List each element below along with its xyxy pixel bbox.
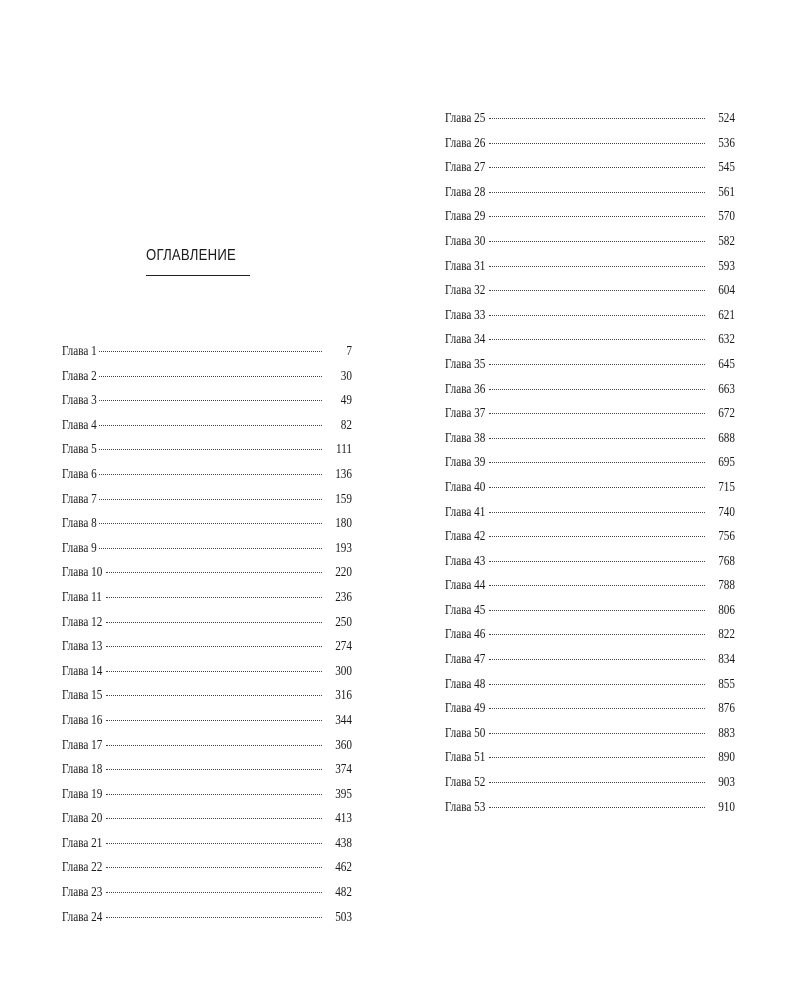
toc-entry-page-number: 855: [718, 676, 735, 692]
toc-entry[interactable]: [445, 746, 735, 771]
toc-entry-page-number: 395: [335, 786, 352, 802]
toc-entry[interactable]: [62, 832, 352, 857]
toc-entry[interactable]: [445, 156, 735, 181]
toc-entry-page-number: 695: [718, 455, 735, 471]
toc-entry-page-number: 890: [718, 750, 735, 766]
title-underline: [146, 275, 250, 276]
toc-entry-page-number: 910: [718, 799, 735, 815]
toc-entry[interactable]: [62, 611, 352, 636]
toc-dot-leader: [99, 425, 322, 426]
toc-entry-page-number: 806: [718, 602, 735, 618]
toc-dot-leader: [489, 585, 705, 586]
toc-dot-leader: [99, 449, 322, 450]
toc-entry-page-number: 788: [718, 578, 735, 594]
toc-entry-page-number: 220: [335, 565, 352, 581]
toc-entry-label: Глава 2: [62, 368, 97, 384]
toc-dot-leader: [489, 536, 705, 537]
toc-entry[interactable]: [445, 328, 735, 353]
toc-entry-label: Глава 6: [62, 466, 97, 482]
toc-entry-page-number: 524: [718, 111, 735, 126]
toc-entry-page-number: 180: [335, 516, 352, 532]
toc-entry-page-number: 159: [335, 491, 352, 507]
toc-dot-leader: [489, 684, 705, 685]
toc-dot-leader: [99, 499, 322, 500]
toc-entry[interactable]: [445, 181, 735, 206]
toc-entry-page-number: 462: [335, 860, 352, 876]
toc-entry[interactable]: [445, 525, 735, 550]
toc-entry-label: Глава 42: [445, 529, 486, 545]
toc-dot-leader: [489, 192, 705, 193]
toc-entry-label: Глава 7: [62, 491, 97, 507]
toc-dot-leader: [106, 769, 322, 770]
toc-entry-page-number: 236: [335, 589, 352, 605]
toc-entry-label: Глава 43: [445, 553, 486, 569]
toc-entry-page-number: 250: [335, 614, 352, 630]
toc-entry-page-number: 582: [718, 233, 735, 249]
toc-entry-label: Глава 13: [62, 639, 103, 655]
toc-entry-label: Глава 36: [445, 381, 486, 397]
toc-entry-page-number: 883: [718, 725, 735, 741]
toc-entry[interactable]: [62, 906, 352, 931]
toc-dot-leader: [489, 610, 705, 611]
toc-entry[interactable]: [445, 673, 735, 698]
toc-entry-label: Глава 50: [445, 725, 486, 741]
toc-entry-page-number: 903: [718, 775, 735, 791]
toc-dot-leader: [489, 364, 705, 365]
toc-entry-label: Глава 34: [445, 332, 486, 348]
toc-entry-label: Глава 21: [62, 835, 103, 851]
toc-entry[interactable]: [445, 378, 735, 403]
toc-entry[interactable]: [445, 230, 735, 255]
toc-dot-leader: [99, 351, 322, 352]
toc-entry-label: Глава 11: [62, 589, 102, 605]
toc-dot-leader: [489, 216, 705, 217]
toc-dot-leader: [99, 376, 322, 377]
toc-entry[interactable]: [62, 783, 352, 808]
toc-entry-page-number: 344: [335, 712, 352, 728]
toc-entry-page-number: 822: [718, 627, 735, 643]
toc-entry-label: Глава 20: [62, 811, 103, 827]
toc-entry[interactable]: [62, 881, 352, 906]
toc-entry[interactable]: [62, 340, 352, 365]
toc-entry[interactable]: [62, 365, 352, 390]
toc-entry[interactable]: [62, 856, 352, 881]
toc-entry[interactable]: [445, 599, 735, 624]
toc-entry-label: Глава 26: [445, 135, 486, 151]
toc-dot-leader: [106, 671, 322, 672]
toc-entry-label: Глава 38: [445, 430, 486, 446]
toc-entry[interactable]: [62, 512, 352, 537]
toc-entry-label: Глава 28: [445, 184, 486, 200]
toc-dot-leader: [489, 389, 705, 390]
toc-dot-leader: [489, 438, 705, 439]
toc-entry-label: Глава 39: [445, 455, 486, 471]
toc-entry-label: Глава 44: [445, 578, 486, 594]
toc-entry-page-number: 645: [718, 356, 735, 372]
toc-entry[interactable]: [445, 279, 735, 304]
toc-dot-leader: [489, 782, 705, 783]
toc-entry-page-number: 360: [335, 737, 352, 753]
toc-entry[interactable]: [62, 734, 352, 759]
toc-entry[interactable]: [445, 501, 735, 526]
toc-entry[interactable]: [62, 807, 352, 832]
toc-entry-page-number: 7: [346, 344, 352, 359]
toc-entry-page-number: 136: [335, 466, 352, 482]
toc-entry-page-number: 300: [335, 663, 352, 679]
toc-dot-leader: [489, 462, 705, 463]
toc-dot-leader: [489, 241, 705, 242]
toc-entry-page-number: 621: [718, 307, 735, 323]
toc-entry-label: Глава 47: [445, 652, 486, 668]
toc-entry-page-number: 593: [718, 258, 735, 274]
toc-dot-leader: [106, 794, 322, 795]
toc-column-right: [445, 107, 735, 820]
toc-entry[interactable]: [445, 304, 735, 329]
toc-entry-page-number: 876: [718, 701, 735, 717]
toc-entry-page-number: 715: [718, 479, 735, 495]
toc-entry-label: Глава 27: [445, 160, 486, 176]
toc-entry-page-number: 663: [718, 381, 735, 397]
toc-entry-label: Глава 24: [62, 909, 103, 925]
toc-entry-label: Глава 41: [445, 504, 486, 520]
toc-entry-label: Глава 30: [445, 233, 486, 249]
toc-entry-page-number: 274: [335, 639, 352, 655]
toc-entry-label: Глава 29: [445, 209, 486, 225]
toc-entry[interactable]: [445, 771, 735, 796]
toc-entry-label: Глава 25: [445, 111, 486, 126]
toc-dot-leader: [489, 634, 705, 635]
toc-entry-label: Глава 37: [445, 406, 486, 422]
toc-entry[interactable]: [445, 550, 735, 575]
toc-dot-leader: [489, 266, 705, 267]
toc-entry[interactable]: [62, 758, 352, 783]
toc-entry-label: Глава 3: [62, 393, 97, 409]
toc-entry-page-number: 570: [718, 209, 735, 225]
toc-dot-leader: [106, 695, 322, 696]
toc-entry-label: Глава 8: [62, 516, 97, 532]
toc-entry-label: Глава 49: [445, 701, 486, 717]
toc-entry-label: Глава 33: [445, 307, 486, 323]
toc-dot-leader: [106, 843, 322, 844]
toc-dot-leader: [106, 720, 322, 721]
toc-entry[interactable]: [445, 722, 735, 747]
toc-entry-label: Глава 46: [445, 627, 486, 643]
toc-entry-label: Глава 12: [62, 614, 103, 630]
toc-entry[interactable]: [445, 353, 735, 378]
toc-entry-page-number: 193: [335, 540, 352, 556]
toc-entry-label: Глава 1: [62, 344, 97, 359]
toc-entry-label: Глава 32: [445, 283, 486, 299]
toc-dot-leader: [106, 867, 322, 868]
toc-entry-label: Глава 17: [62, 737, 103, 753]
toc-entry[interactable]: [62, 586, 352, 611]
toc-dot-leader: [489, 339, 705, 340]
toc-entry-page-number: 30: [340, 368, 352, 384]
toc-dot-leader: [489, 807, 705, 808]
toc-entry[interactable]: [62, 561, 352, 586]
toc-entry-label: Глава 4: [62, 417, 97, 433]
toc-entry-page-number: 413: [335, 811, 352, 827]
toc-dot-leader: [106, 572, 322, 573]
toc-entry[interactable]: [445, 697, 735, 722]
toc-entry-label: Глава 16: [62, 712, 103, 728]
toc-entry[interactable]: [62, 414, 352, 439]
toc-entry-page-number: 756: [718, 529, 735, 545]
toc-entry[interactable]: [62, 488, 352, 513]
toc-entry-label: Глава 31: [445, 258, 486, 274]
toc-entry-label: Глава 53: [445, 799, 486, 815]
toc-entry[interactable]: [62, 537, 352, 562]
toc-entry[interactable]: [445, 451, 735, 476]
toc-dot-leader: [489, 487, 705, 488]
toc-entry[interactable]: [62, 709, 352, 734]
toc-dot-leader: [106, 597, 322, 598]
toc-entry-label: Глава 14: [62, 663, 103, 679]
toc-dot-leader: [489, 561, 705, 562]
toc-dot-leader: [99, 474, 322, 475]
toc-entry-label: Глава 10: [62, 565, 103, 581]
toc-entry-label: Глава 22: [62, 860, 103, 876]
toc-dot-leader: [489, 708, 705, 709]
toc-entry[interactable]: [445, 796, 735, 821]
toc-dot-leader: [489, 413, 705, 414]
toc-entry-page-number: 768: [718, 553, 735, 569]
toc-entry-page-number: 82: [340, 417, 352, 433]
toc-dot-leader: [489, 167, 705, 168]
toc-entry[interactable]: [62, 389, 352, 414]
toc-entry-page-number: 604: [718, 283, 735, 299]
toc-dot-leader: [489, 757, 705, 758]
toc-entry[interactable]: [62, 684, 352, 709]
toc-entry-label: Глава 35: [445, 356, 486, 372]
toc-entry[interactable]: [62, 635, 352, 660]
toc-entry[interactable]: [445, 623, 735, 648]
toc-dot-leader: [489, 290, 705, 291]
toc-entry-label: Глава 18: [62, 762, 103, 778]
toc-entry-label: Глава 9: [62, 540, 97, 556]
toc-entry-page-number: 49: [340, 393, 352, 409]
toc-entry-label: Глава 45: [445, 602, 486, 618]
toc-entry-label: Глава 23: [62, 885, 103, 901]
toc-entry-label: Глава 5: [62, 442, 97, 458]
toc-entry-page-number: 688: [718, 430, 735, 446]
toc-entry-page-number: 834: [718, 652, 735, 668]
toc-entry-page-number: 545: [718, 160, 735, 176]
toc-dot-leader: [489, 733, 705, 734]
toc-dot-leader: [106, 646, 322, 647]
toc-entry[interactable]: [445, 205, 735, 230]
toc-entry[interactable]: [445, 255, 735, 280]
toc-entry[interactable]: [62, 438, 352, 463]
toc-dot-leader: [106, 892, 322, 893]
toc-dot-leader: [106, 818, 322, 819]
toc-dot-leader: [106, 622, 322, 623]
toc-entry-label: Глава 19: [62, 786, 103, 802]
toc-entry-label: Глава 40: [445, 479, 486, 495]
toc-dot-leader: [489, 659, 705, 660]
toc-entry-page-number: 536: [718, 135, 735, 151]
toc-dot-leader: [99, 548, 322, 549]
toc-entry-label: Глава 52: [445, 775, 486, 791]
toc-entry[interactable]: [445, 132, 735, 157]
toc-entry-page-number: 111: [336, 442, 352, 458]
toc-entry[interactable]: [445, 476, 735, 501]
toc-entry-page-number: 438: [335, 835, 352, 851]
toc-entry-page-number: 374: [335, 762, 352, 778]
toc-entry-page-number: 672: [718, 406, 735, 422]
toc-entry[interactable]: [445, 402, 735, 427]
toc-entry-page-number: 740: [718, 504, 735, 520]
toc-entry-page-number: 561: [718, 184, 735, 200]
toc-entry[interactable]: [62, 463, 352, 488]
toc-entry-page-number: 316: [335, 688, 352, 704]
toc-entry-page-number: 632: [718, 332, 735, 348]
toc-dot-leader: [489, 118, 705, 119]
toc-dot-leader: [489, 143, 705, 144]
toc-entry-label: Глава 51: [445, 750, 486, 766]
toc-dot-leader: [99, 400, 322, 401]
toc-entry[interactable]: [445, 427, 735, 452]
toc-dot-leader: [489, 315, 705, 316]
toc-entry-label: Глава 48: [445, 676, 486, 692]
toc-entry-page-number: 482: [335, 885, 352, 901]
toc-entry[interactable]: [62, 660, 352, 685]
toc-entry-label: Глава 15: [62, 688, 103, 704]
toc-dot-leader: [489, 512, 705, 513]
toc-entry[interactable]: [445, 648, 735, 673]
toc-entry-page-number: 503: [335, 909, 352, 925]
toc-entry[interactable]: [445, 107, 735, 132]
toc-column-left: [62, 340, 352, 930]
toc-dot-leader: [99, 523, 322, 524]
toc-dot-leader: [106, 745, 322, 746]
toc-dot-leader: [106, 917, 322, 918]
toc-entry[interactable]: [445, 574, 735, 599]
page-title: ОГЛАВЛЕНИЕ: [146, 247, 237, 264]
